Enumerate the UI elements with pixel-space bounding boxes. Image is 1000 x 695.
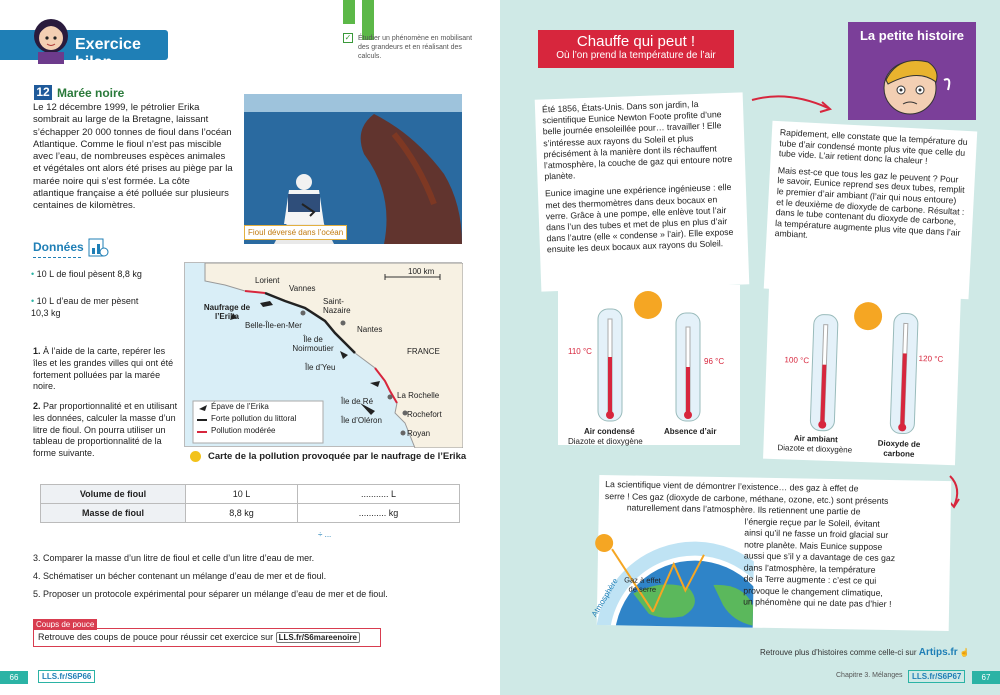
map-place: Île de Noirmoutier <box>292 335 334 353</box>
table-cell: ........... kg <box>297 504 459 523</box>
story-line: l’énergie reçue par le Soleil, évitant <box>744 515 880 529</box>
page-number: 67 <box>972 671 1000 684</box>
story-line: serre ! Ces gaz (dioxyde de carbone, méthane, ozone, etc.) sont présents <box>604 490 889 506</box>
artips-link[interactable]: Artips.fr <box>918 647 958 658</box>
story-text: Rapidement, elle constate que la température du tube d’air condensé monte plus vite que celle du tube vide. L’air retient donc la chaleur ! <box>778 127 968 167</box>
map-legend-item: Pollution modérée <box>211 426 276 435</box>
question-4: 4. Schématiser un bécher contenant un mélange d’eau de mer et de fioul. <box>33 571 327 581</box>
map-legend-item: Forte pollution du littoral <box>211 414 297 423</box>
map-caption: Carte de la pollution provoquée par le naufrage de l’Erika <box>208 451 467 462</box>
footer-link[interactable]: LLS.fr/S6P66 <box>38 670 95 683</box>
exercise-intro: Le 12 décembre 1999, le pétrolier Erika sombrait au large de la Bretagne, laissant s’échapper 20 000 tonnes de fioul dans l’océan Atlantique. Comme le fioul n’est pas miscible avec l’eau, de nombreuses espèces animales et végétales ont alors été prises au piège par la marée noire qui s’est formée. La côte atlantique française a été polluée sur plusieurs centaines de kilomètres. <box>33 102 233 212</box>
coups-de-pouce-link[interactable]: LLS.fr/S6mareenoire <box>276 632 360 643</box>
map-place: Île de Ré <box>341 397 374 406</box>
story-line: ainsi qu’il ne fasse un froid glacial sur <box>744 527 889 540</box>
objective-text: Étudier un phénomène en mobilisant des grandeurs et en réalisant des calculs. <box>358 35 473 60</box>
pollution-map <box>184 262 462 447</box>
donnee-item: • 10 L de fioul pèsent 8,8 kg <box>31 269 142 279</box>
question-number: 1. <box>33 346 41 356</box>
caption-bullet-icon <box>190 451 201 462</box>
coups-de-pouce-box <box>33 628 381 647</box>
story-title-box <box>538 30 734 68</box>
donnees-underline <box>33 257 81 258</box>
story-paragraph-2 <box>764 121 978 299</box>
table-cell: ........... L <box>297 485 459 504</box>
coups-de-pouce-text: Retrouve des coups de pouce pour réussir cet exercice sur <box>38 632 274 642</box>
story-paragraph-3 <box>589 475 952 631</box>
map-place: Vannes <box>289 284 316 293</box>
story-footer <box>760 647 970 658</box>
question-1 <box>33 346 181 393</box>
table-cell: Masse de fioul <box>41 504 186 523</box>
map-place: Lorient <box>255 276 280 285</box>
tube-sublabel: Diazote et dioxygène <box>568 437 643 446</box>
exercise-number: 12 <box>34 85 52 100</box>
question-2 <box>33 401 181 460</box>
table-row <box>41 485 460 504</box>
map-place: Royan <box>407 429 431 438</box>
map-place: Nantes <box>357 325 383 334</box>
page-number: 66 <box>0 671 28 684</box>
story-text: Été 1856, États-Unis. Dans son jardin, la scientifique Eunice Newton Foote profite d’une belle journée ensoleillée pour… travailler ! Elle s’intéresse aux rayons du Soleil et plus précisément à la manière dont ils réchauffent l’atmosphère, la couche de gaz qui entoure notre planète. <box>541 98 733 182</box>
story-subtitle: Où l’on prend la température de l’air <box>556 50 716 61</box>
map-place: Rochefort <box>407 410 442 419</box>
hand-pointer-icon: ☝ <box>959 648 970 657</box>
map-place: Île d’Yeu <box>305 363 336 372</box>
student-avatar-icon <box>28 14 74 64</box>
story-line: notre planète. Mais Eunice suppose <box>744 538 883 552</box>
question-5: 5. Proposer un protocole expérimental pour séparer un mélange d’eau de mer et de fioul. <box>33 589 388 599</box>
donnees-title: Données <box>33 240 84 254</box>
story-title: Chauffe qui peut ! <box>576 33 696 50</box>
story-line: aussi que s’il y a davantage de ces gaz <box>743 550 896 564</box>
exercise-title: Marée noire <box>57 86 125 100</box>
coups-de-pouce-label: Coups de pouce <box>33 619 97 630</box>
tube-label: carbone <box>883 448 915 459</box>
temperature-label: 96 °C <box>704 357 725 366</box>
donnee-item: • 10 L d’eau de mer pèsent 10,3 kg <box>31 296 139 318</box>
proportion-table <box>40 484 460 523</box>
table-cell: 10 L <box>186 485 298 504</box>
ocean-image <box>244 94 462 244</box>
tube-label: Air ambiant <box>793 433 838 445</box>
story-line: dans l’atmosphère, la température <box>743 561 876 575</box>
greenhouse-label: Gaz à effet de serre <box>624 575 661 594</box>
character-illustration <box>848 50 976 120</box>
experiment-2-illustration <box>763 287 961 466</box>
question-3: 3. Comparer la masse d’un litre de fioul et celle d’un litre d’eau de mer. <box>33 553 315 563</box>
story-line: provoque le changement climatique, <box>743 584 883 598</box>
footer-text: Retrouve plus d’histoires comme celle-ci sur <box>760 648 917 657</box>
photo-caption: Fioul déversé dans l’océan <box>244 225 347 240</box>
donnee-text: 10 L d’eau de mer pèsent 10,3 kg <box>31 296 139 318</box>
donnee-text: 10 L de fioul pèsent 8,8 kg <box>36 269 142 279</box>
map-legend-item: Épave de l’Erika <box>211 402 269 411</box>
map-place: FRANCE <box>407 347 440 356</box>
chapter-label: Chapitre 3. Mélanges <box>836 672 903 679</box>
map-place: Saint-Nazaire <box>323 297 351 315</box>
thermometer-tubes-icon <box>763 287 961 466</box>
tube-sublabel: Diazote et dioxygène <box>777 443 853 455</box>
map-place: La Rochelle <box>397 391 440 400</box>
story-line: un phénomène qui ne date pas d’hier ! <box>743 596 892 610</box>
section-banner <box>0 30 168 71</box>
map-scale-label: 100 km <box>408 267 435 276</box>
table-row <box>41 504 460 523</box>
experiment-1-illustration <box>558 285 740 445</box>
table-cell: 8,8 kg <box>186 504 298 523</box>
story-text: Mais est-ce que tous les gaz le peuvent ? Pour le savoir, Eunice reprend ses deux tubes, remplit le premier d’air ambiant (l’air qui nous entoure) et le deuxième de dioxyde de carbone. Résultat : dans le tube contenant du dioxyde de carbone, la température augmente plus vite que dans l’air ambiant. <box>774 164 965 241</box>
arrow-icon <box>748 88 838 118</box>
map-place: Île d’Oléron <box>341 416 382 425</box>
footer-link[interactable]: LLS.fr/S6P67 <box>908 670 965 683</box>
map-place: Belle-Île-en-Mer <box>245 321 302 330</box>
story-line: naturellement dans l’atmosphère. Ils retiennent une partie de <box>626 502 861 517</box>
tube-label: Absence d’air <box>664 427 717 436</box>
story-badge: La petite histoire <box>848 22 976 50</box>
data-chart-icon <box>88 236 110 258</box>
table-cell: Volume de fioul <box>41 485 186 504</box>
question-number: 2. <box>33 401 41 411</box>
boy-icon <box>848 50 976 120</box>
atmosphere-label: Atmosphère <box>589 576 620 619</box>
tube-label: Dioxyde de <box>877 438 921 450</box>
question-text: Par proportionnalité et en utilisant les données, calculer la masse d’un litre de fioul. On pourra utiliser un tableau de proportionnalité de la forme suivante. <box>33 401 178 459</box>
temperature-label: 100 °C <box>784 355 810 366</box>
temperature-label: 120 °C <box>918 353 944 364</box>
story-line: La scientifique vient de démontrer l’existence… des gaz à effet de <box>605 479 859 494</box>
tube-label: Air condensé <box>584 427 635 436</box>
question-text: À l’aide de la carte, repérer les îles et les grandes villes qui ont été fortement polluées par la marée noire. <box>33 346 174 392</box>
temperature-label: 110 °C <box>568 347 592 356</box>
checkbox-icon: ✓ <box>344 33 352 42</box>
story-paragraph-1 <box>535 92 750 291</box>
map-place: Naufrage de l’Erika <box>203 303 251 321</box>
section-title: Exercice bilan <box>75 36 141 71</box>
oil-spill-photo <box>244 94 462 244</box>
story-line: de la Terre augmente : c’est ce qui <box>743 573 877 586</box>
division-annotation: ÷ ... <box>318 530 332 539</box>
story-text: Eunice imagine une expérience ingénieuse : elle met des thermomètres dans deux bocaux en verre. Grâce à une pompe, elle enlève tout l’air dans l’un des tubes et met de plus en plus d’air dans l’autre (elle « condense » l’air). Elle expose ensuite les deux bocaux aux rayons du Soleil. <box>544 182 734 255</box>
